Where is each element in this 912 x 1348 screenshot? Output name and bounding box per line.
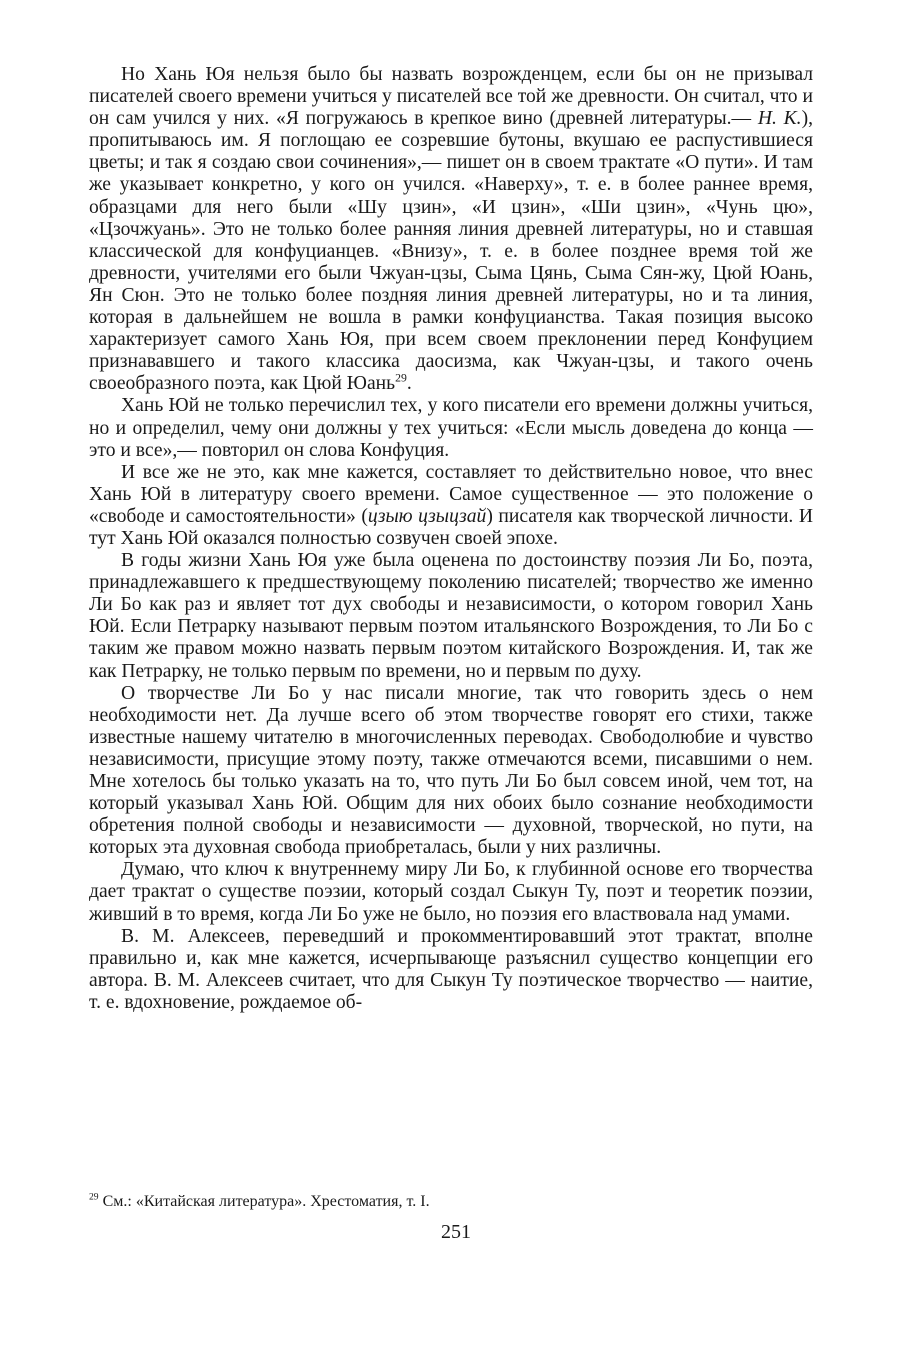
- paragraph: [89, 859, 813, 925]
- text-segment: Но Хань Юя нельзя было бы назвать возрожденцем, если бы он не призывал писателей своего времени учиться у писателей все той же древности. Он считал, что и он сам учился у них. «Я погружаюсь в крепкое вино (древней литературы.—: [89, 64, 813, 130]
- text-segment: О творчестве Ли Бо у нас писали многие, так что говорить здесь о нем необходимости нет. Да лучше всего об этом творчестве говорят его стихи, также известные нашему читателю в многочисленных переводах. Свободолюбие и чувство независимости, присущие этому поэту, также отмечаются всеми, писавшими о нем. Мне хотелось бы только указать на то, что путь Ли Бо был совсем иной, чем тот, на который указывал Хань Юй. Общим для них обоих было сознание необходимости обретения полной свободы и независимости — духовной, творческой, но пути, на которых эта духовная свобода приобреталась, были у них различны.: [89, 682, 813, 859]
- footnote-text: См.: «Китайская литература». Хрестоматия, т. I.: [98, 1193, 430, 1210]
- text-segment: .: [406, 373, 412, 395]
- footnote-reference: 29: [395, 371, 407, 385]
- text-segment: Хань Юй не только перечислил тех, у кого писатели его времени должны учиться, но и определил, чему они должны у тех учиться: «Если мысль доведена до конца — это и все»,— повторил он слова Конфуция.: [89, 395, 813, 461]
- italic-text: Н. К.: [757, 108, 802, 130]
- footnote: [89, 1192, 813, 1212]
- italic-text: цзыю цзыцзай: [367, 505, 487, 527]
- paragraph: [89, 550, 813, 683]
- main-text: [89, 64, 813, 1014]
- paragraph: [89, 462, 813, 550]
- text-segment: В. М. Алексеев, переведший и прокомментировавший этот трактат, вполне правильно и, как мне кажется, исчерпывающе разъяснил существо концепции его автора. В. М. Алексеев считает, что для Сыкун Ту поэтическое творчество — наитие, т. е. вдохновение, рождаемое об-: [89, 925, 813, 1013]
- text-segment: ), пропитываюсь им. Я поглощаю ее созревшие бутоны, вкушаю ее распустившиеся цветы; и так я создаю свои сочинения»,— пишет он в своем трактате «О пути». И там же указывает конкретно, у кого он учился. «Наверху», т. е. в более раннее время, образцами для него были «Шу цзин», «И цзин», «Ши цзин», «Чунь цю», «Цзочжуань». Это не только более ранняя линия древней литературы, но и ставшая классической для конфуцианцев. «Внизу», т. е. в более позднее время той же древности, учителями его были Чжуан-цзы, Сыма Цянь, Сыма Сян-жу, Цюй Юань, Ян Сюн. Это не только более поздняя линия древней литературы, но и та линия, которая в дальнейшем не вошла в рамки конфуцианства. Такая позиция высоко характеризует самого Хань Юя, при всем своем преклонении перед Конфуцием признававшего и такого классика даосизма, как Чжуан-цзы, и такого очень своеобразного поэта, как Цюй Юань: [89, 108, 813, 395]
- page-number: 251: [441, 1221, 471, 1243]
- text-segment: В годы жизни Хань Юя уже была оценена по достоинству поэзия Ли Бо, поэта, принадлежавшего к предшествующему поколению писателей; творчество же именно Ли Бо как раз и являет тот дух свободы и независимости, о котором говорил Хань Юй. Если Петрарку называют первым поэтом итальянского Возрождения, то Ли Бо с таким же правом можно назвать первым поэтом китайского Возрождения. И, так же как Петрарку, не только первым по времени, но и первым по духу.: [89, 550, 813, 682]
- text-segment: И все же не это, как мне кажется, составляет то действительно новое, что внес Хань Юй в литературу своего времени. Самое существенное — это положение о «свободе и самостоятельности» (: [89, 461, 813, 527]
- paragraph: [89, 683, 813, 860]
- text-segment: Думаю, что ключ к внутреннему миру Ли Бо, к глубинной основе его творчества дает трактат о существе поэзии, который создал Сыкун Ту, поэт и теоретик поэзии, живший в то время, когда Ли Бо уже не было, но поэзия его властвовала над умами.: [89, 859, 813, 925]
- paragraph: [89, 395, 813, 461]
- paragraph: [89, 64, 813, 395]
- text-segment: ) писателя как творческой личности. И тут Хань Юй оказался полностью созвучен своей эпохе.: [89, 505, 813, 549]
- footnote-marker: 29: [89, 1191, 99, 1203]
- paragraph: [89, 926, 813, 1014]
